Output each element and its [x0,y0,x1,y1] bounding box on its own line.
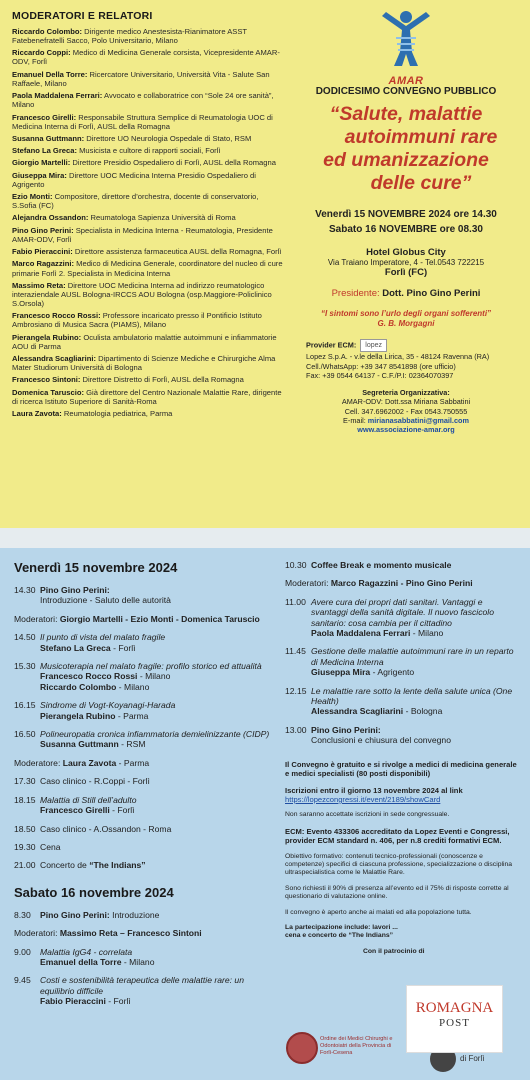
item-time: 15.30 [14,661,36,672]
item-place: - Forlì [109,805,135,816]
item-speaker: Fabio Pieraccini [40,996,106,1007]
president-label: Presidente: [331,288,380,299]
item-time: 19.30 [14,841,36,852]
person-desc: Oculista ambulatorio malattie autoimmuni e infiammatorie AOU di Parma [12,332,277,351]
registration-note: Iscrizioni entro il giorno 13 novembre 2024 al link https://lopezcongressi.it/event/2189/showCard [285,785,463,804]
person-name: Emanuel Della Torre: [12,69,88,79]
person-entry [12,388,284,406]
person-desc: Ricercatore Universitario, Università Vita - Salute San Raffaele, Milano [12,69,270,88]
person-desc: Responsabile Struttura Semplice di Reumatologia UOC di Medicina Interna di Forlì, AUSL della Romagna [12,112,273,131]
person-name: Paola Maddalena Ferrari: [12,91,103,101]
day1-list [14,585,272,871]
item-title: Caso clinico - R.Coppi - Forlì [40,776,150,787]
person-entry [12,70,284,88]
item-title: Gestione delle malattie autoimmuni rare in un reparto di Medicina Interna [311,646,514,667]
person-name: Domenica Taruscio: [12,387,85,397]
segreteria-line: AMAR-ODV: Dott.ssa Miriana Sabbatini [341,397,471,407]
moderators-label: Moderatore: [14,757,63,768]
day2-title: Sabato 16 novembre 2024 [14,884,174,900]
moderators-names: Marco Ragazzini - Pino Gino Perini [330,578,473,589]
program-item [14,700,272,721]
venue-name: Hotel Globus City [366,247,446,258]
person-entry [12,192,284,210]
person-name: Giorgio Martelli: [12,158,71,168]
moderators-title: MODERATORI E RELATORI [12,10,153,22]
item-title: Introduzione - Saluto delle autorità [40,595,171,606]
item-speaker: Alessandra Scagliarini [311,706,404,717]
item-place: - Milano [116,681,150,692]
provider-line: Lopez S.p.A. - v.le della Lirica, 35 - 48124 Ravenna (RA) [306,352,490,362]
item-title: Caso clinico - A.Ossandon - Roma [40,823,172,834]
item-title: Malattia di Still dell’adulto [40,794,137,805]
person-name: Francesco Girelli: [12,112,77,122]
person-entry [12,333,284,351]
no-onsite-note: Non saranno accettate iscrizioni in sede congressuale. [285,811,450,819]
person-desc: Compositore, direttore d’orchestra, docente di conservatorio, S.Sofia (FC) [12,192,259,211]
day2-list [14,910,272,1007]
item-time: 10.30 [285,560,307,570]
program-item [285,686,517,717]
patronage-label: Con il patrocinio di [363,947,425,955]
date-friday: Venerdì 15 NOVEMBRE 2024 ore 14.30 [315,209,497,220]
day1-title: Venerdì 15 novembre 2024 [14,560,178,575]
item-time: 14.50 [14,632,36,643]
date-saturday: Sabato 16 NOVEMBRE ore 08.30 [329,224,483,235]
item-place: - Parma [115,710,149,721]
person-desc: Avvocato e collaboratrice con “Sole 24 ore sanità”, Milano [12,91,274,110]
item-time: 11.45 [285,646,306,657]
person-name: Pierangela Rubino: [12,332,82,342]
person-desc: Medico di Medicina Generale corsista, Vicepresidente AMAR-ODV, Forlì [12,48,280,67]
program-item [14,729,272,750]
lopez-logo-icon: lopez [360,339,387,352]
ordine-seal-icon [286,1032,318,1064]
moderators-line [14,614,272,624]
moderators-line [14,758,272,768]
provider-block [290,339,522,380]
program-item [14,795,272,816]
person-entry [12,354,284,372]
provider-line: Fax: +39 0544 64137 - C.F./P.I: 02364070397 [306,370,454,380]
romagna-post-watermark [406,985,503,1053]
ordine-label: Ordine dei Medici Chirurghi e Odontoiatri della Provincia di Forlì-Cesena [320,1036,393,1056]
title-line: autoimmuni rare [344,126,498,148]
person-name: Laura Zavota: [12,409,62,419]
moderators-place: - Parma [116,757,150,768]
program-item [14,661,272,692]
forli-label: di Forlì [460,1054,485,1063]
person-entry [12,281,284,308]
person-name: Pino Gino Perini: [12,225,74,235]
program-item [285,646,517,677]
item-speaker: Riccardo Colombo [40,681,117,692]
convegno-label: DODICESIMO CONVEGNO PUBBLICO [315,86,497,97]
program-right-column [285,560,517,963]
email-label: E-mail: [343,416,368,426]
segreteria-title: Segreteria Organizzativa: [362,388,450,398]
person-entry [12,91,284,109]
item-speaker: Francesco Girelli [40,805,110,816]
event-title [290,103,522,195]
title-line: ed umanizzazione [323,149,489,171]
provider-label: Provider ECM: [306,340,357,350]
program-item [285,725,517,746]
item-time: 9.45 [14,975,31,986]
person-desc: Reumatologa Sapienza Università di Roma [88,213,236,223]
item-place: - RSM [118,739,146,750]
person-desc: Specialista in Medicina Interna - Reumatologia, Presidente AMAR-ODV, Forlì [12,225,273,244]
program-left-column [14,560,272,1015]
item-speaker: Stefano La Greca [40,642,111,653]
person-desc: Già direttore del Centro Nazionale Malattie Rare, dirigente di ricerca Istituto Superiore di Sanità-Roma [12,387,282,406]
requirements-note: Sono richiesti il 90% di presenza all’evento ed il 75% di risposte corrette al questionario di valutazione online. [285,884,509,901]
panel-separator [0,528,530,548]
person-desc: Professore incaricato presso il Pontificio Istituto Ambrosiano di Musica Sacra (PIAMS), Milano [12,311,262,330]
program-item [14,975,272,1006]
program-item [14,910,272,920]
item-title: Le malattie rare sotto la lente della salute unica (One Health) [311,685,513,707]
item-time: 18.15 [14,794,36,805]
ecm-note: ECM: Evento 433306 accreditato da Lopez Eventi e Congressi, provider ECM standard n. 406, per n.8 crediti formativi ECM. [285,826,510,846]
amar-logo-icon [376,8,436,87]
moderators-line [14,928,272,938]
item-place: - Milano [121,956,155,967]
person-entry [12,226,284,244]
provider-line: Cell./WhatsApp: +39 347 8541898 (ore ufficio) [306,361,456,371]
item-speaker: Pino Gino Perini: [40,909,110,920]
program-item [285,560,517,570]
program-item [14,632,272,653]
program-item [14,860,272,870]
moderators-line [285,578,517,588]
person-name: Fabio Pieraccini: [12,247,73,257]
open-note: Il convegno è aperto anche ai malati ed alla popolazione tutta. [285,908,472,916]
segreteria-block [290,388,522,434]
item-title: Il punto di vista del malato fragile [40,632,166,643]
person-desc: Direttore UO Neurologia Ospedale di Stato, RSM [84,133,252,143]
item-place: - Forlì [105,996,131,1007]
item-title: Coffee Break e momento musicale [311,560,452,570]
program-item [14,585,272,606]
watermark-line1: ROMAGNA [415,1000,494,1016]
person-desc: Direttore UOC Medicina Interna Presidio Ospedaliero di Agrigento [12,170,256,189]
person-name: Stefano La Greca: [12,146,77,156]
person-name: Francesco Sintoni: [12,375,81,385]
moderators-label: Moderatori: [14,928,60,939]
venue-city: Forlì (FC) [384,267,428,278]
item-time: 16.15 [14,700,36,711]
president-name: Dott. Pino Gino Perini [379,288,481,299]
item-speaker: Susanna Guttmann [40,739,119,750]
item-title: Avere cura dei propri dati sanitari. Vantaggi e svantaggi della sanità digitale. Il nuovo fascicolo sanitario: cosa cambia per il cittadino [311,596,494,628]
item-time: 14.30 [14,585,36,595]
person-desc: Reumatologia pediatrica, Parma [61,409,173,419]
item-speaker: Emanuel della Torre [40,956,122,967]
title-line: delle cure” [370,172,472,194]
person-name: Riccardo Coppi: [12,48,71,58]
item-time: 11.00 [285,596,306,607]
person-name: Francesco Rocco Rossi: [12,311,101,321]
quote-text: “I sintomi sono l’urlo degli organi sofferenti” [320,309,492,318]
program-item [14,776,272,786]
person-desc: Direttore UOC Medicina Interna ad indirizzo reumatologico interaziendale AUSL Bologna-IRCCS AOU Bologna (osp.Maggiore-Policlinico S.Orsola) [12,280,272,308]
person-entry [12,27,284,45]
item-place: - Forlì [110,642,136,653]
person-name: Marco Ragazzini: [12,259,75,269]
moderators-column [12,10,284,421]
segreteria-line: Cell. 347.6962002 - Fax 0543.750555 [344,406,468,416]
quote-author: G. B. Morgagni [377,319,435,328]
objective-note: Obiettivo formativo: contenuti tecnico-professionali (conoscenze e competenze) specifici di ciascuna professione, specializzazione o disciplina ultraspecialistica come le Malattie Rare. [285,852,513,877]
person-entry [12,146,284,155]
email-link[interactable]: mirianasabbatini@gmail.com [367,416,469,426]
person-entry [12,375,284,384]
person-entry [12,409,284,418]
person-entry [12,134,284,143]
amar-logo-text: AMAR [388,75,424,87]
person-name: Giuseppa Mira: [12,170,67,180]
person-entry [12,247,284,256]
item-time: 9.00 [14,946,31,957]
item-time: 18.50 [14,823,36,834]
poster-top-panel [0,0,530,528]
moderators-names: Laura Zavota [62,757,117,768]
watermark-line2: POST [439,1017,470,1029]
person-desc: Medico di Medicina Generale, coordinatore del nucleo di cure primarie Forlì 2. Specialista in Medicina Interna [12,259,283,278]
person-entry [12,113,284,131]
item-speaker: Paola Maddalena Ferrari [311,628,411,639]
person-entry [12,311,284,329]
item-time: 17.30 [14,776,36,787]
person-name: Riccardo Colombo: [12,27,83,36]
item-title: Malattia IgG4 - correlata [40,946,133,957]
person-name: Alejandra Ossandon: [12,213,89,223]
item-title: Sindrome di Vogt-Koyanagi-Harada [40,700,176,711]
item-place: - Agrigento [370,667,415,678]
item-place: - Bologna [403,706,443,717]
president-line [290,288,522,299]
quote [290,309,522,329]
item-band: “The Indians” [89,860,146,871]
item-title: Polineuropatia cronica infiammatoria demielinizzante (CIDP) [40,729,270,740]
item-speaker: Giuseppa Mira [311,667,371,678]
person-name: Ezio Monti: [12,192,53,202]
program-item [14,824,272,834]
person-desc: Direttore Presidio Ospedaliero di Forlì, AUSL della Romagna [70,158,276,168]
item-time: 16.50 [14,729,36,740]
person-desc: Direttore Distretto di Forlì, AUSL della Romagna [80,375,244,385]
title-line: “Salute, malattie [329,103,483,125]
person-name: Massimo Reta: [12,280,66,290]
person-desc: Musicista e cultore di rapporti sociali, Forlì [77,146,221,156]
item-title: Conclusioni e chiusura del convegno [311,735,451,746]
person-entry [12,48,284,66]
person-desc: Dipartimento di Scienze Mediche e Chirurgiche Alma Mater Studiorum Università di Bologna [12,354,276,373]
moderators-names: Giorgio Martelli - Ezio Monti - Domenica Taruscio [59,613,260,624]
item-speaker: Francesco Rocco Rossi [40,671,138,682]
item-title: Costi e sostenibilità terapeutica delle malattie rare: un equilibrio difficile [40,975,244,996]
item-time: 8.30 [14,909,31,920]
item-place: - Milano [410,628,444,639]
free-note: Il Convegno è gratuito e si rivolge a medici di medicina generale e medici specialisti (80 posti disponibili) [285,759,517,779]
item-title: Introduzione [109,909,160,920]
moderators-label: Moderatori: [285,578,331,589]
people-list [12,27,284,418]
participation-note: La partecipazione include: lavori ... cena e concerto de “The Indians” [285,923,398,940]
person-desc: Dirigente medico Anestesista-Rianimatore ASST Fatebenefratelli Sacco, Polo Universitario, Milano [12,27,247,46]
person-entry [12,213,284,222]
program-item [14,842,272,852]
person-entry [12,158,284,167]
website-link[interactable]: www.associazione-amar.org [357,425,455,435]
item-title: Cena [40,841,61,852]
item-title: Musicoterapia nel malato fragile: profilo storico ed attualità [40,661,262,672]
person-entry [12,259,284,277]
program-item [14,947,272,968]
moderators-names: Massimo Reta – Francesco Sintoni [59,928,202,939]
person-desc: Direttore assistenza farmaceutica AUSL della Romagna, Forlì [72,247,282,257]
item-speaker: Pino Gino Perini: [40,585,110,595]
event-info-column [290,8,522,435]
registration-link[interactable]: https://lopezcongressi.it/event/2189/showCard [285,794,441,804]
item-time: 21.00 [14,860,36,871]
item-place: - Milano [137,671,171,682]
event-dates [290,207,522,237]
person-name: Alessandra Scagliarini: [12,354,96,363]
item-time: 13.00 [285,724,307,735]
item-title: Concerto de [40,860,90,871]
item-speaker: Pierangela Rubino [40,710,116,721]
moderators-label: Moderatori: [14,613,60,624]
item-time: 12.15 [285,685,307,696]
item-speaker: Pino Gino Perini: [311,724,381,735]
venue-address: Via Traiano Imperatore, 4 - Tel.0543 722215 [327,258,485,267]
program-item [285,597,517,639]
person-name: Susanna Guttmann: [12,133,85,143]
person-entry [12,171,284,189]
